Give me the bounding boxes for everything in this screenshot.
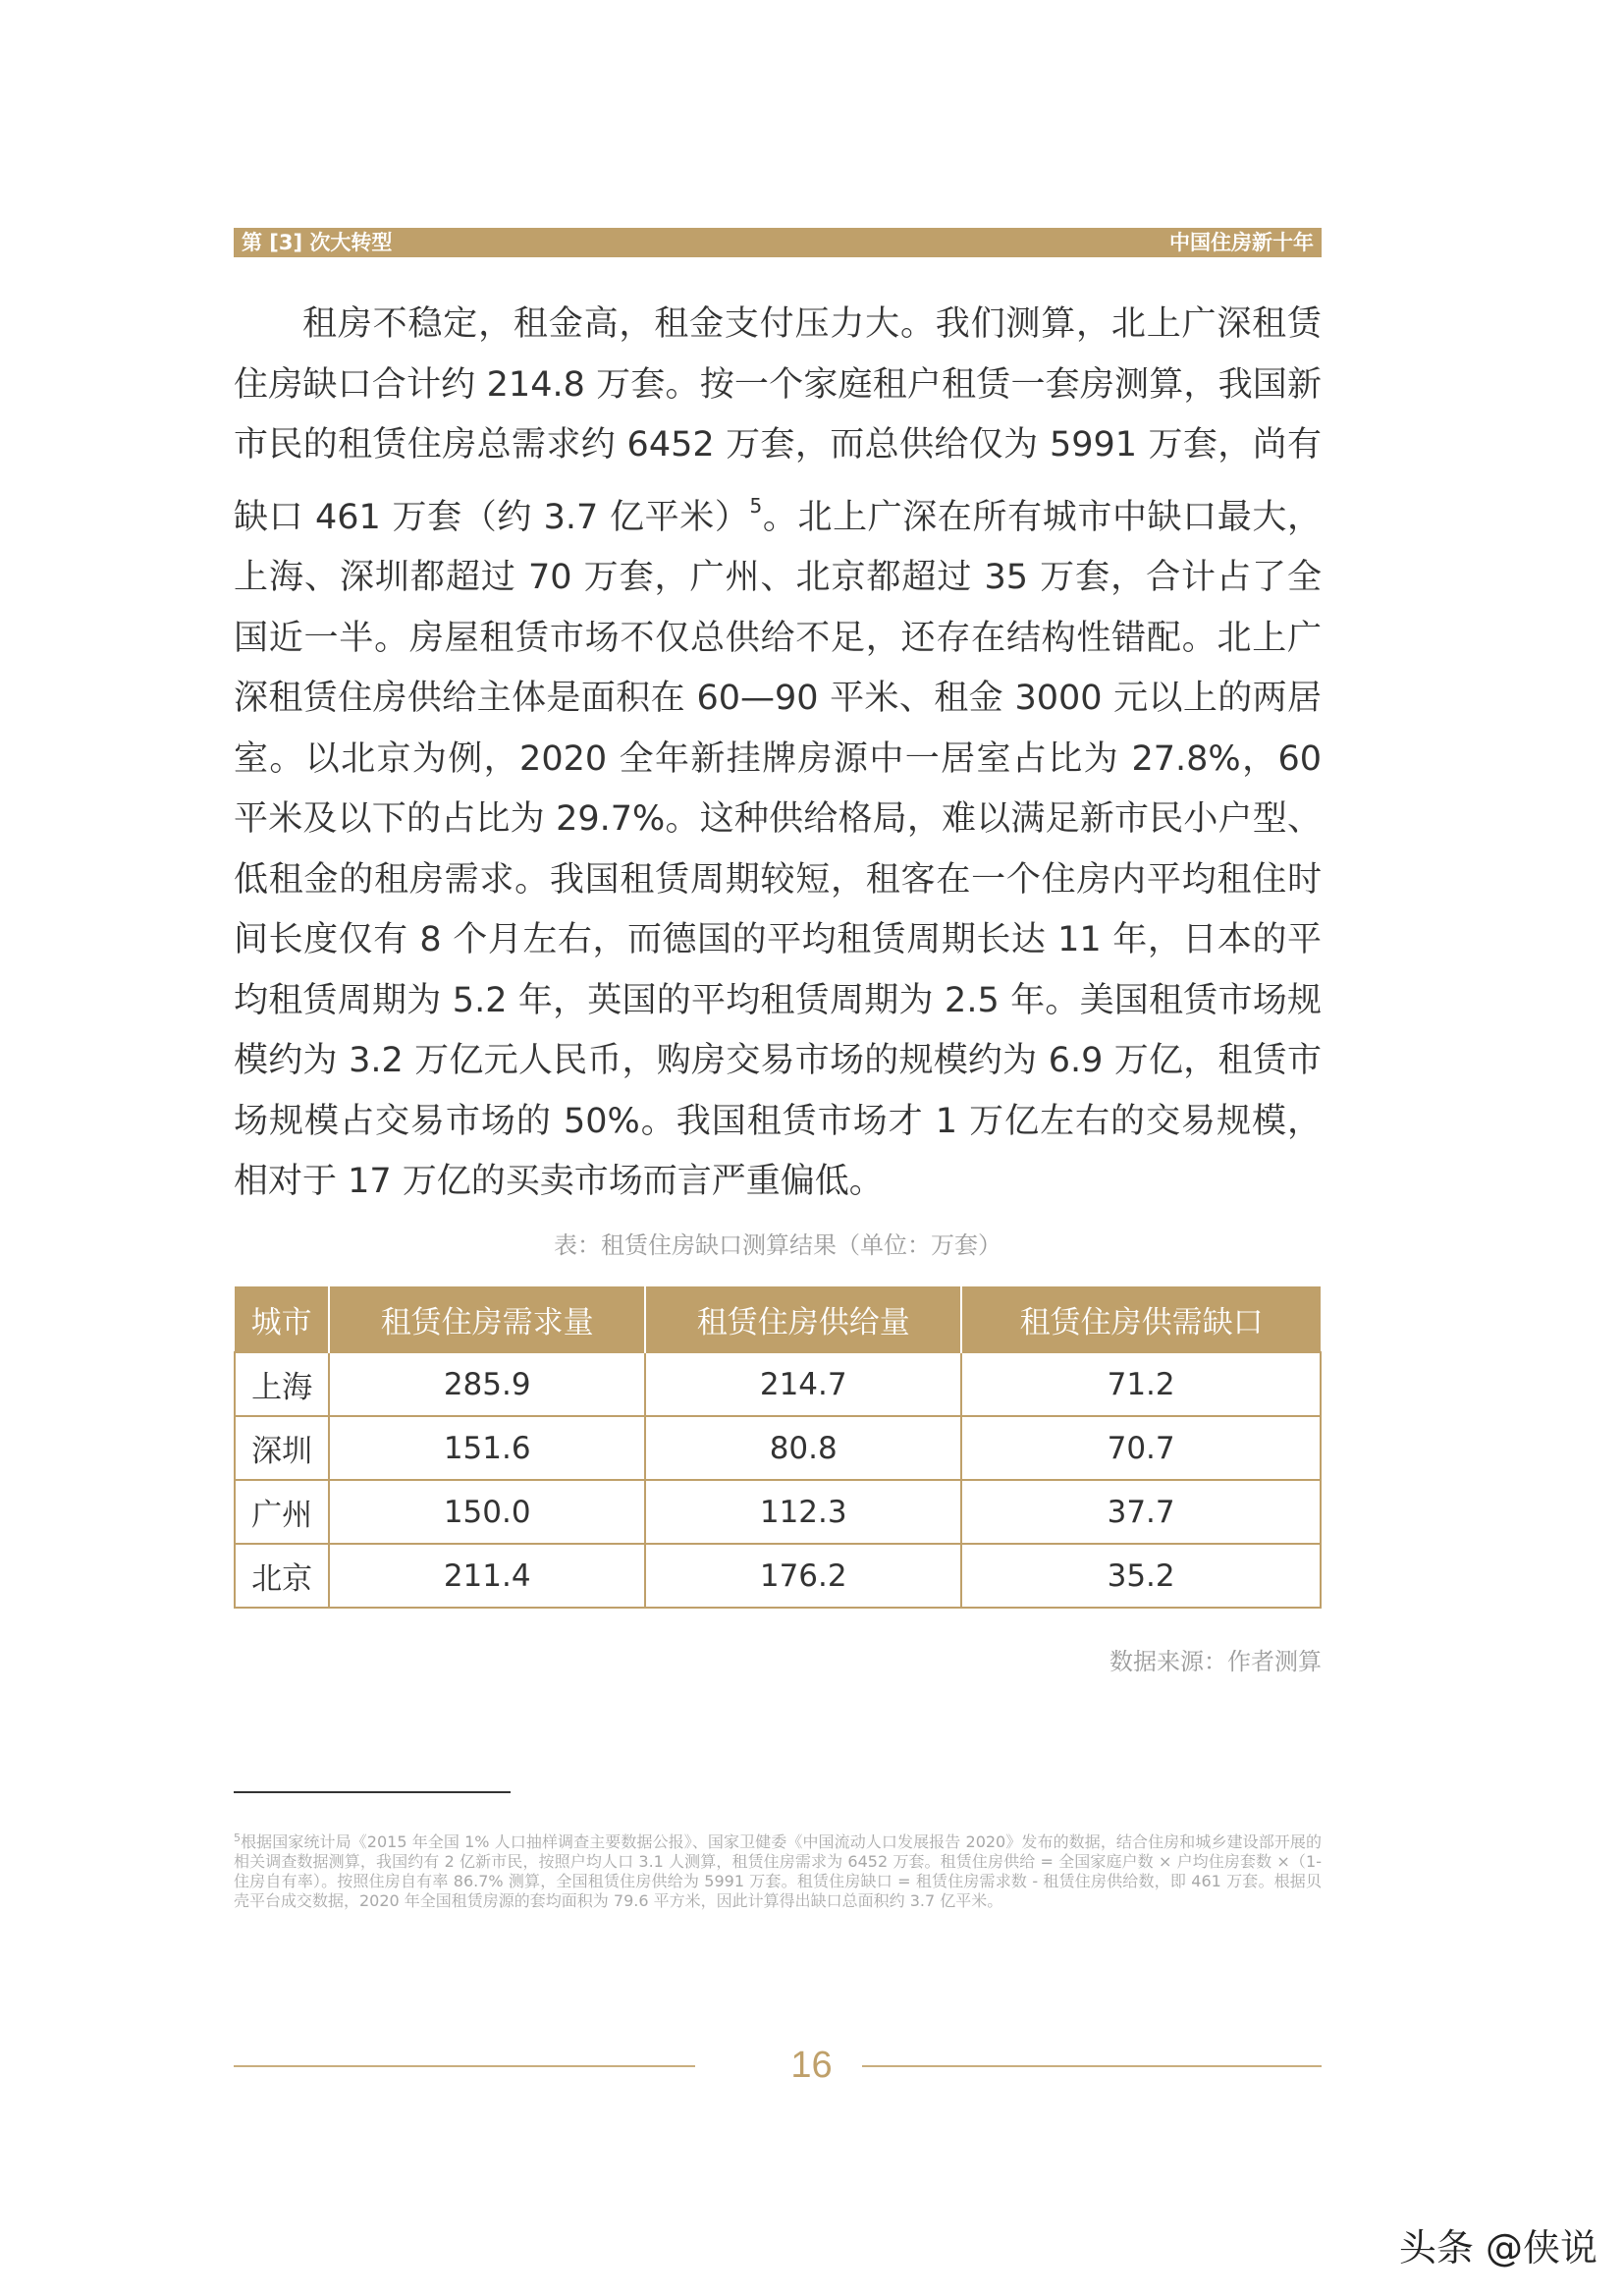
body-paragraph [234, 295, 1322, 1213]
table-row [235, 1416, 1321, 1480]
cell-city: 深圳 [235, 1416, 329, 1480]
cell-city: 广州 [235, 1480, 329, 1544]
table-row [235, 1352, 1321, 1416]
watermark: 头条 @侠说 [1398, 2226, 1597, 2269]
body-text-part-2: 。北上广深在所有城市中缺口最大，上海、深圳都超过 70 万套，广州、北京都超过 35 万套，合计占了全国近一半。房屋租赁市场不仅总供给不足，还存在结构性错配。北上广深租赁住房供给主体是面积在 60—90 平米、租金 3000 元以上的两居室。以北京为例，2020 全年新挂牌房源中一居室占比为 27.8%，60 平米及以下的占比为 29.7%。这种供给格局，难以满足新市民小户型、低租金的租房需求。我国租赁周期较短，租客在一个住房内平均租住时间长度仅有 8 个月左右，而德国的平均租赁周期长达 11 年，日本的平均租赁周期为 5.2 年，英国的平均租赁周期为 2.5 年。美国租赁市场规模约为 3.2 万亿元人民币，购房交易市场的规模约为 6.9 万亿，租赁市场规模占交易市场的 50%。我国租赁市场才 1 万亿左右的交易规模，相对于 17 万亿的买卖市场而言严重偏低。 [234, 497, 1322, 1201]
cell-supply: 176.2 [645, 1544, 961, 1608]
chapter-title: 第 [3] 次大转型 [242, 231, 393, 254]
body-text-part-1: 租房不稳定，租金高，租金支付压力大。我们测算，北上广深租赁住房缺口合计约 214.8 万套。按一个家庭租户租赁一套房测算，我国新市民的租赁住房总需求约 6452 万套，而总供给仅为 5991 万套，尚有缺口 461 万套（约 3.7 亿平米） [234, 304, 1322, 537]
cell-demand: 211.4 [329, 1544, 645, 1608]
header-gap: 租赁住房供需缺口 [961, 1286, 1321, 1352]
cell-demand: 150.0 [329, 1480, 645, 1544]
cell-supply: 112.3 [645, 1480, 961, 1544]
cell-gap: 35.2 [961, 1544, 1321, 1608]
table-caption: 表：租赁住房缺口测算结果（单位：万套） [554, 1231, 1001, 1259]
cell-gap: 71.2 [961, 1352, 1321, 1416]
header-demand: 租赁住房需求量 [329, 1286, 645, 1352]
cell-gap: 70.7 [961, 1416, 1321, 1480]
footnote-text: 根据国家统计局《2015 年全国 1% 人口抽样调查主要数据公报》、国家卫健委《中国流动人口发展报告 2020》发布的数据，结合住房和城乡建设部开展的相关调查数据测算，我国约有 2 亿新市民，按照户均人口 3.1 人测算，租赁住房需求为 6452 万套。租赁住房供给 = 全国家庭户数 × 户均住房套数 ×（1- 住房自有率）。按照住房自有率 86.7% 测算，全国租赁住房供给为 5991 万套。租赁住房缺口 = 租赁住房需求数 - 租赁住房供给数，即 461 万套。根据贝壳平台成交数据，2020 年全国租赁房源的套均面积为 79.6 平方米，因此计算得出缺口总面积约 3.7 亿平米。 [234, 1832, 1322, 1910]
book-title: 中国住房新十年 [1169, 231, 1314, 254]
footnote-divider [234, 1791, 511, 1793]
header-city: 城市 [235, 1286, 329, 1352]
footnote [234, 1829, 1322, 1911]
cell-city: 上海 [235, 1352, 329, 1416]
cell-city: 北京 [235, 1544, 329, 1608]
cell-demand: 285.9 [329, 1352, 645, 1416]
table-row [235, 1480, 1321, 1544]
cell-gap: 37.7 [961, 1480, 1321, 1544]
header-bar [234, 228, 1322, 257]
footnote-marker: 5 [234, 1831, 241, 1844]
rental-gap-table [234, 1286, 1322, 1609]
data-source-note: 数据来源：作者测算 [1109, 1648, 1322, 1675]
header-supply: 租赁住房供给量 [645, 1286, 961, 1352]
cell-demand: 151.6 [329, 1416, 645, 1480]
cell-supply: 214.7 [645, 1352, 961, 1416]
table-header-row [235, 1286, 1321, 1352]
footnote-reference[interactable]: 5 [749, 493, 763, 518]
table-row [235, 1544, 1321, 1608]
cell-supply: 80.8 [645, 1416, 961, 1480]
page-number: 16 [790, 2045, 833, 2086]
